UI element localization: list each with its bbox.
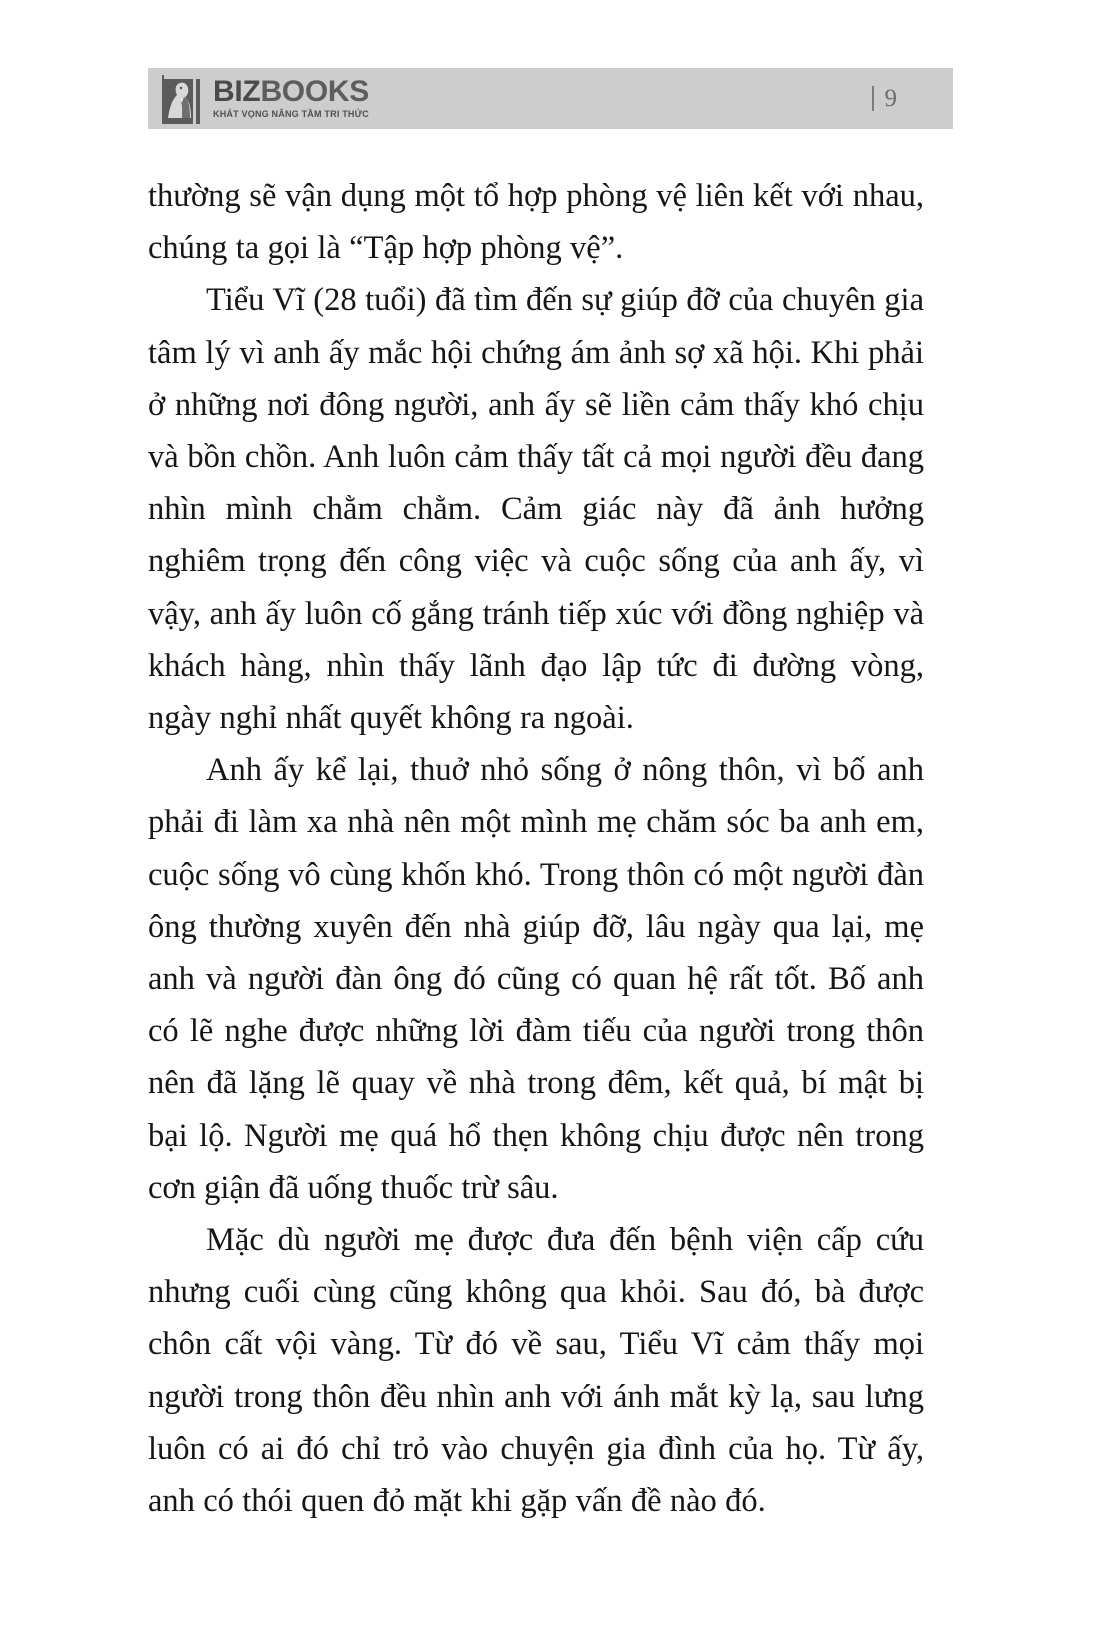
paragraph: Tiểu Vĩ (28 tuổi) đã tìm đến sự giúp đỡ của chuyên gia tâm lý vì anh ấy mắc hội chứng ám ảnh sợ xã hội. Khi phải ở những nơi đông người, anh ấy sẽ liền cảm thấy khó chịu và bồn chồn. Anh luôn cảm thấy tất cả mọi người đều đang nhìn mình chằm chằm. Cảm giác này đã ảnh hưởng nghiêm trọng đến công việc và cuộc sống của anh ấy, vì vậy, anh ấy luôn cố gắng tránh tiếp xúc với đồng nghiệp và khách hàng, nhìn thấy lãnh đạo lập tức đi đường vòng, ngày nghỉ nhất quyết không ra ngoài. <box>148 282 924 737</box>
book-person-icon <box>160 72 204 126</box>
paragraph: thường sẽ vận dụng một tổ hợp phòng vệ liên kết với nhau, chúng ta gọi là “Tập hợp phòng vệ”. <box>148 178 924 267</box>
brand-name <box>213 77 377 107</box>
bizbooks-logo <box>160 72 377 126</box>
paragraph: Anh ấy kể lại, thuở nhỏ sống ở nông thôn, vì bố anh phải đi làm xa nhà nên một mình mẹ chăm sóc ba anh em, cuộc sống vô cùng khốn khó. Trong thôn có một người đàn ông thường xuyên đến nhà giúp đỡ, lâu ngày qua lại, mẹ anh và người đàn ông đó cũng có quan hệ rất tốt. Bố anh có lẽ nghe được những lời đàm tiếu của người trong thôn nên đã lặng lẽ quay về nhà trong đêm, kết quả, bí mật bị bại lộ. Người mẹ quá hổ thẹn không chịu được nên trong cơn giận đã uống thuốc trừ sâu. <box>148 752 924 1206</box>
brand-text-block <box>213 77 377 120</box>
page-number-block <box>872 85 898 113</box>
page-number: 9 <box>884 84 897 112</box>
brand-tagline: KHÁT VỌNG NÂNG TẦM TRI THỨC <box>213 109 370 121</box>
page-header <box>148 68 953 129</box>
page-body <box>148 170 924 1527</box>
brand-name-prefix: BIZ <box>213 75 261 109</box>
brand-name-suffix: BOOKS <box>260 75 369 109</box>
folio-divider <box>872 86 874 111</box>
paragraph: Mặc dù người mẹ được đưa đến bệnh viện cấp cứu nhưng cuối cùng cũng không qua khỏi. Sau đó, bà được chôn cất vội vàng. Từ đó về sau, Tiểu Vĩ cảm thấy mọi người trong thôn đều nhìn anh với ánh mắt kỳ lạ, sau lưng luôn có ai đó chỉ trỏ vào chuyện gia đình của họ. Từ ấy, anh có thói quen đỏ mặt khi gặp vấn đề nào đó. <box>148 1222 924 1520</box>
